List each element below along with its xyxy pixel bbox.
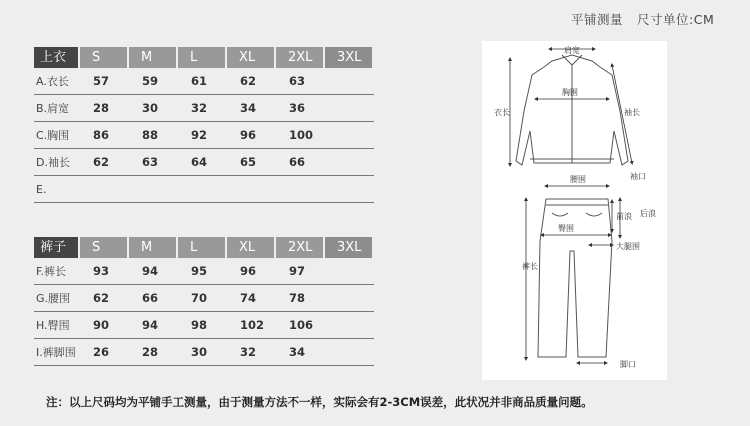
label-cuff: 袖口	[630, 172, 646, 181]
size-value: 66	[129, 285, 178, 312]
size-value: 90	[80, 312, 129, 339]
measurement-header	[571, 10, 714, 28]
size-value: 106	[276, 312, 325, 339]
category-header: 上衣	[34, 46, 80, 68]
size-value: 34	[276, 339, 325, 366]
size-header: 2XL	[276, 46, 325, 68]
row-label: H.臀围	[34, 312, 80, 339]
size-value	[129, 176, 178, 203]
size-value: 32	[178, 95, 227, 122]
size-value: 98	[178, 312, 227, 339]
size-value: 92	[178, 122, 227, 149]
pants-outline	[538, 199, 612, 357]
label-hip: 臀围	[558, 224, 574, 233]
size-header: XL	[227, 236, 276, 258]
size-header: L	[178, 46, 227, 68]
size-value: 88	[129, 122, 178, 149]
size-value: 30	[129, 95, 178, 122]
size-value: 64	[178, 149, 227, 176]
label-length: 衣长	[494, 108, 510, 117]
size-value	[325, 339, 374, 366]
top-size-table	[34, 46, 374, 203]
size-value: 86	[80, 122, 129, 149]
unit-label: 尺寸单位:CM	[637, 12, 715, 27]
size-value	[80, 176, 129, 203]
size-value	[325, 176, 374, 203]
size-header: L	[178, 236, 227, 258]
size-value: 66	[276, 149, 325, 176]
table-row	[34, 258, 374, 285]
size-value: 32	[227, 339, 276, 366]
measurement-note: 注：以上尺码均为平铺手工测量，由于测量方法不一样，实际会有2-3CM误差，此状况并非商品质量问题。	[46, 395, 593, 409]
table-row	[34, 149, 374, 176]
size-value: 57	[80, 68, 129, 95]
size-header: 3XL	[325, 46, 374, 68]
size-value: 70	[178, 285, 227, 312]
size-value: 62	[80, 285, 129, 312]
table-row	[34, 285, 374, 312]
size-value	[227, 176, 276, 203]
size-value	[325, 285, 374, 312]
label-chest: 胸围	[562, 88, 578, 97]
label-waist: 腰围	[570, 175, 586, 184]
size-value: 28	[129, 339, 178, 366]
size-value	[325, 258, 374, 285]
size-value: 63	[129, 149, 178, 176]
label-front-rise: 前浪	[616, 212, 632, 221]
table-row	[34, 95, 374, 122]
row-label: A.衣长	[34, 68, 80, 95]
label-sleeve: 袖长	[624, 108, 640, 117]
size-header: 3XL	[325, 236, 374, 258]
table-row	[34, 312, 374, 339]
size-value: 59	[129, 68, 178, 95]
size-value: 94	[129, 258, 178, 285]
size-header: XL	[227, 46, 276, 68]
label-pants-length: 裤长	[522, 262, 538, 271]
label-hem: 脚口	[620, 360, 636, 369]
size-value: 102	[227, 312, 276, 339]
size-value: 62	[227, 68, 276, 95]
size-value: 28	[80, 95, 129, 122]
shirt-outline	[516, 55, 628, 165]
size-value: 93	[80, 258, 129, 285]
size-value	[325, 95, 374, 122]
size-value: 34	[227, 95, 276, 122]
size-value	[325, 68, 374, 95]
measure-method: 平铺测量	[571, 12, 624, 27]
measurement-diagram	[482, 41, 667, 380]
size-value	[276, 176, 325, 203]
size-value: 65	[227, 149, 276, 176]
size-value: 100	[276, 122, 325, 149]
table-row	[34, 122, 374, 149]
size-value: 63	[276, 68, 325, 95]
table-row	[34, 339, 374, 366]
category-header: 裤子	[34, 236, 80, 258]
table-row	[34, 176, 374, 203]
row-label: I.裤脚围	[34, 339, 80, 366]
size-value: 30	[178, 339, 227, 366]
row-label: B.肩宽	[34, 95, 80, 122]
label-shoulder: 肩宽	[564, 46, 580, 55]
size-value	[325, 312, 374, 339]
size-value: 36	[276, 95, 325, 122]
size-value: 74	[227, 285, 276, 312]
size-value	[178, 176, 227, 203]
row-label: D.袖长	[34, 149, 80, 176]
size-value: 97	[276, 258, 325, 285]
bottom-size-table	[34, 236, 374, 366]
row-label: F.裤长	[34, 258, 80, 285]
size-value: 26	[80, 339, 129, 366]
size-value: 62	[80, 149, 129, 176]
size-value	[325, 122, 374, 149]
label-thigh: 大腿围	[616, 242, 640, 251]
size-value: 96	[227, 122, 276, 149]
size-value: 61	[178, 68, 227, 95]
row-label: G.腰围	[34, 285, 80, 312]
size-value: 94	[129, 312, 178, 339]
size-value: 96	[227, 258, 276, 285]
size-header: M	[129, 236, 178, 258]
label-back-rise: 后浪	[640, 209, 656, 218]
row-label: C.胸围	[34, 122, 80, 149]
size-header: S	[80, 46, 129, 68]
size-header: M	[129, 46, 178, 68]
row-label: E.	[34, 176, 80, 203]
size-header: 2XL	[276, 236, 325, 258]
table-row	[34, 68, 374, 95]
size-value: 95	[178, 258, 227, 285]
size-header: S	[80, 236, 129, 258]
size-value: 78	[276, 285, 325, 312]
size-value	[325, 149, 374, 176]
